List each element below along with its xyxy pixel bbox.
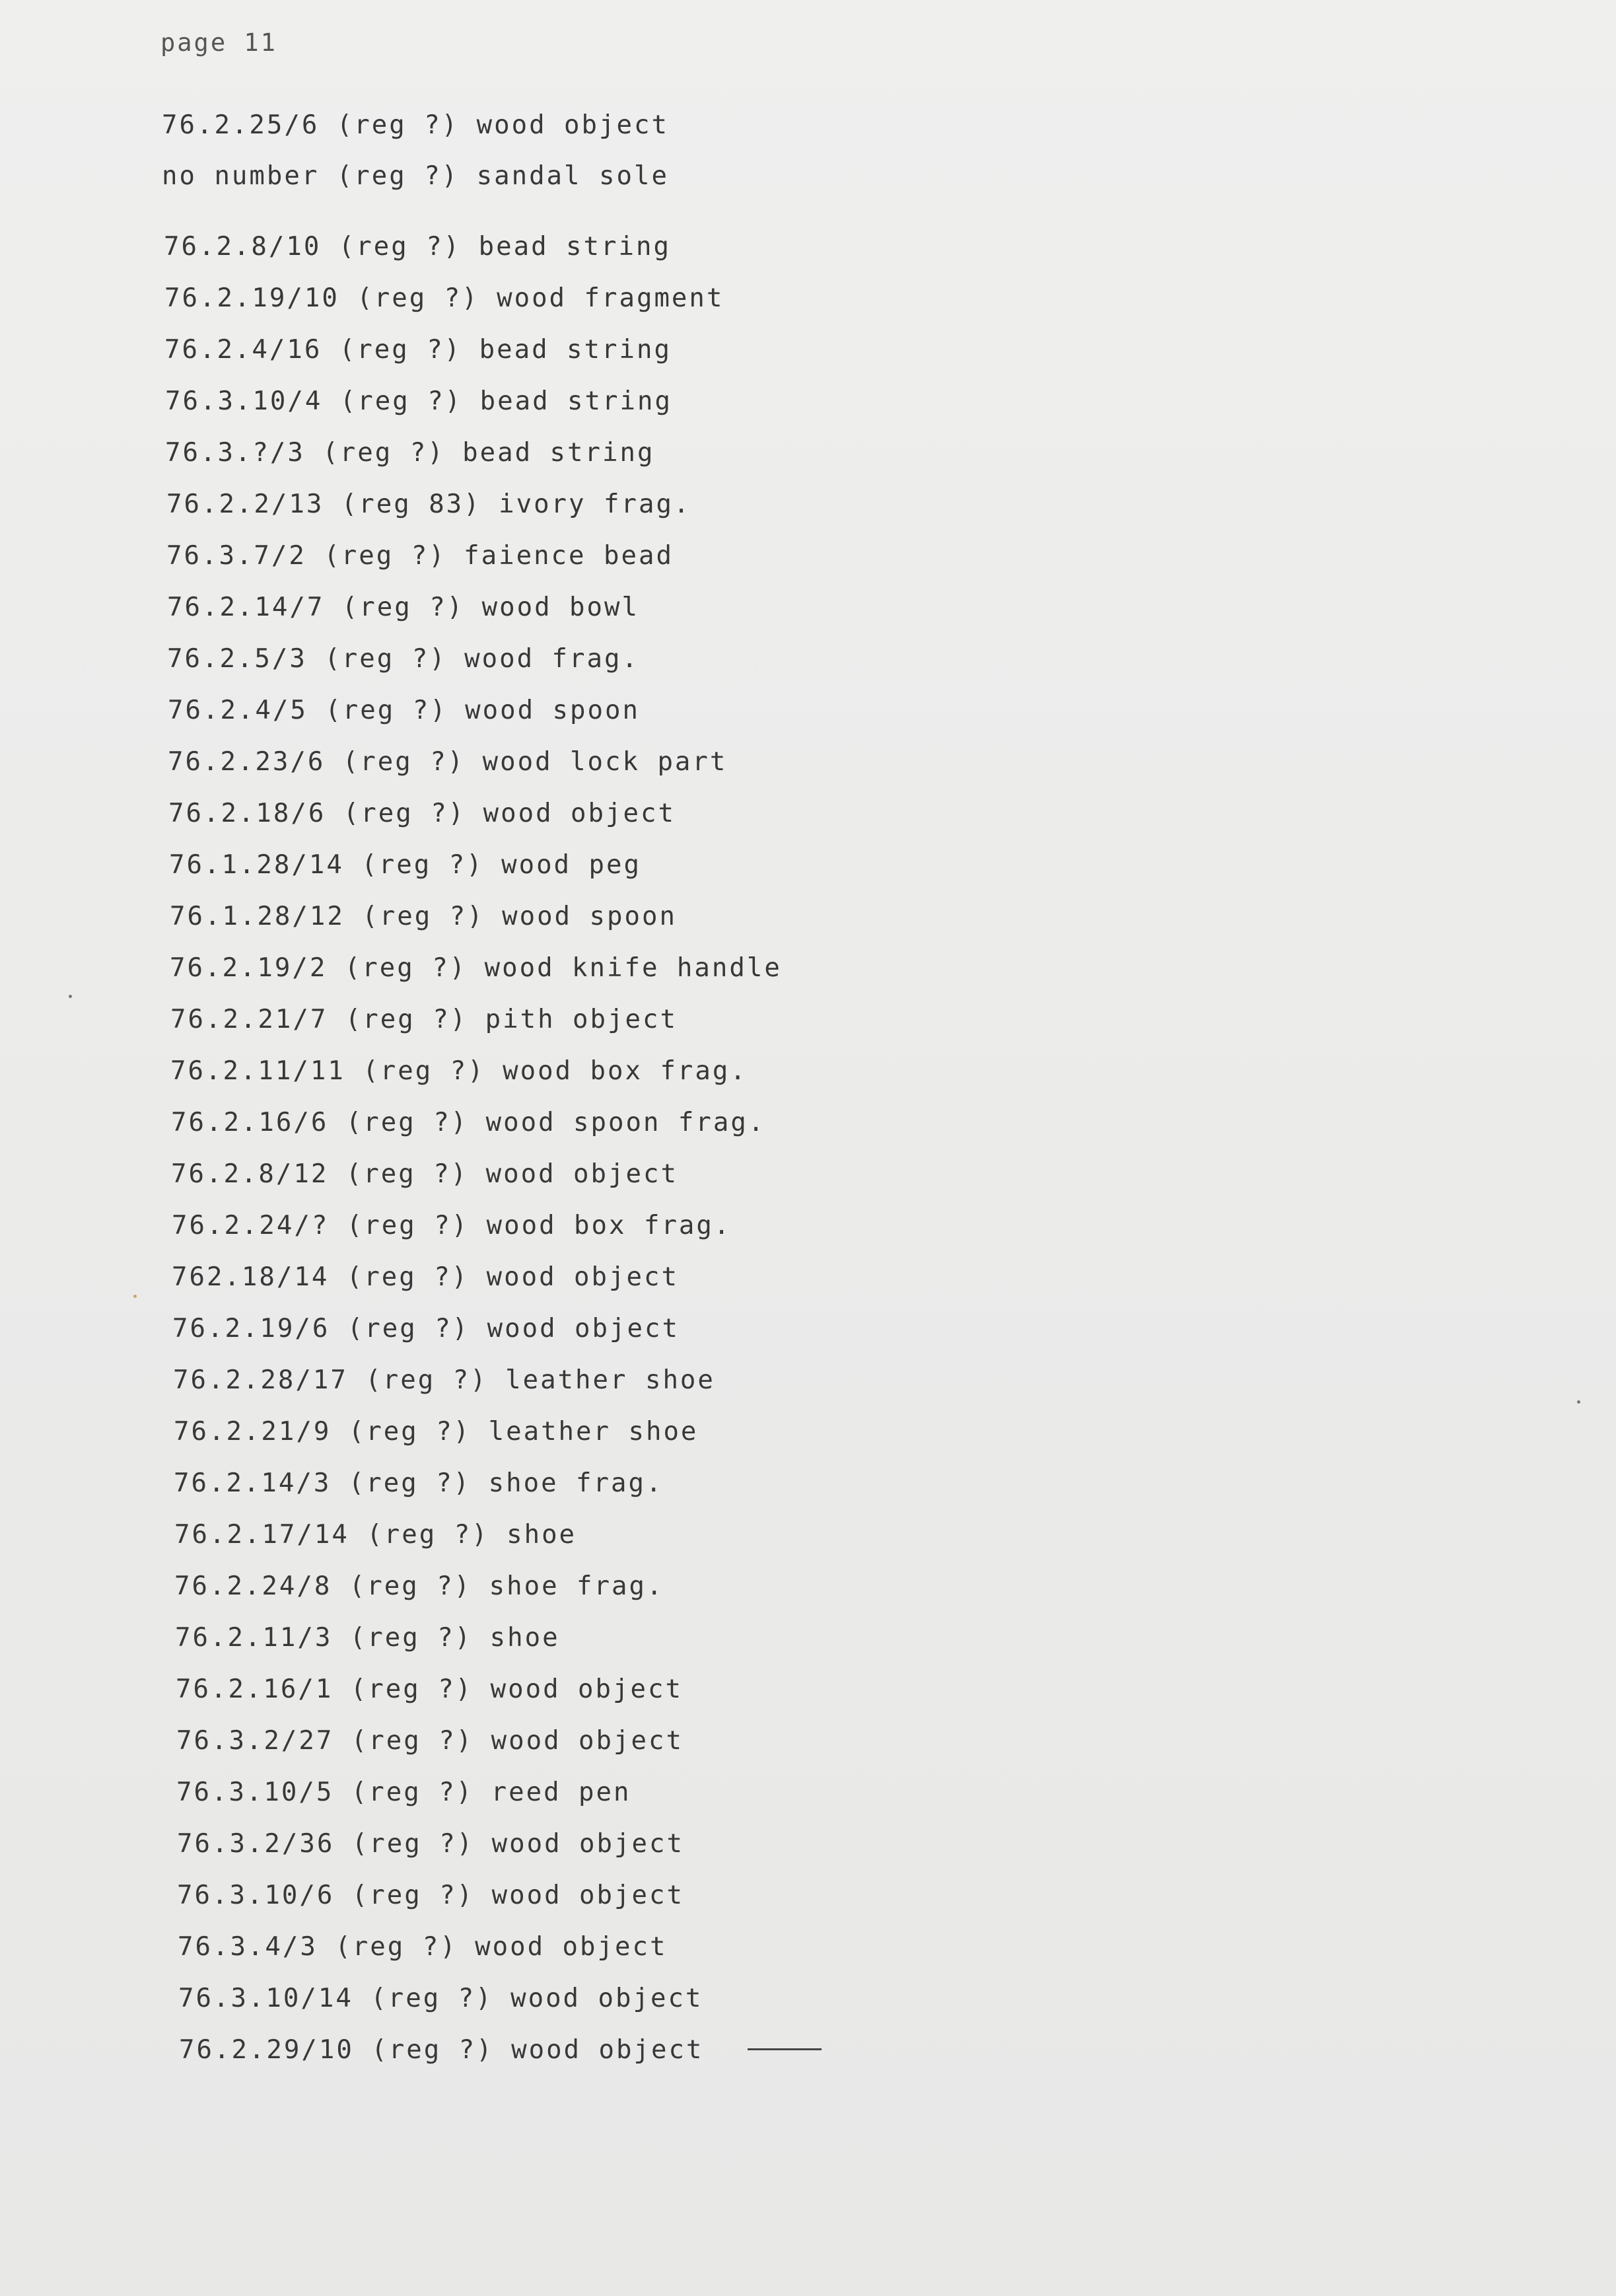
list-item: 76.2.11/11 (reg ?) wood box frag. [170, 1056, 748, 1086]
list-item: 76.2.16/1 (reg ?) wood object [176, 1674, 683, 1704]
list-item: 76.2.17/14 (reg ?) shoe [174, 1520, 577, 1550]
end-of-list-dash [748, 2048, 822, 2050]
list-item: 762.18/14 (reg ?) wood object [172, 1262, 679, 1292]
list-item: 76.2.2/13 (reg 83) ivory frag. [166, 489, 691, 519]
list-item: 76.2.29/10 (reg ?) wood object [179, 2035, 704, 2065]
list-item: 76.2.18/6 (reg ?) wood object [168, 799, 676, 828]
list-item: 76.3.2/36 (reg ?) wood object [177, 1829, 684, 1859]
list-item: 76.3.7/2 (reg ?) faience bead [166, 541, 674, 571]
list-item: 76.2.16/6 (reg ?) wood spoon frag. [171, 1108, 766, 1137]
list-item: 76.2.25/6 (reg ?) wood object [162, 110, 669, 140]
list-item: 76.3.?/3 (reg ?) bead string [165, 438, 655, 468]
list-item: no number (reg ?) sandal sole [162, 161, 669, 191]
list-item: 76.2.4/16 (reg ?) bead string [164, 335, 672, 365]
list-item: 76.2.14/7 (reg ?) wood bowl [167, 592, 639, 622]
list-item: 76.2.28/17 (reg ?) leather shoe [173, 1365, 715, 1395]
list-item: 76.2.4/5 (reg ?) wood spoon [168, 696, 640, 725]
paper-speck [69, 995, 72, 998]
list-item: 76.2.14/3 (reg ?) shoe frag. [174, 1468, 664, 1498]
list-item: 76.2.11/3 (reg ?) shoe [175, 1623, 560, 1653]
list-item: 76.2.19/10 (reg ?) wood fragment [164, 283, 724, 313]
paper-speck [133, 1295, 137, 1298]
list-item: 76.3.10/4 (reg ?) bead string [165, 386, 672, 416]
list-item: 76.3.4/3 (reg ?) wood object [178, 1932, 668, 1962]
list-item: 76.1.28/12 (reg ?) wood spoon [170, 902, 677, 931]
list-item: 76.3.10/6 (reg ?) wood object [177, 1881, 684, 1910]
list-item: 76.2.8/12 (reg ?) wood object [171, 1159, 678, 1189]
paper-speck [1577, 1400, 1580, 1404]
list-item: 76.1.28/14 (reg ?) wood peg [169, 850, 641, 880]
list-item: 76.3.10/5 (reg ?) reed pen [176, 1777, 631, 1807]
list-item: 76.3.2/27 (reg ?) wood object [176, 1726, 684, 1756]
list-item: 76.2.24/8 (reg ?) shoe frag. [174, 1571, 664, 1601]
list-item: 76.2.8/10 (reg ?) bead string [164, 232, 671, 262]
list-item: 76.2.19/2 (reg ?) wood knife handle [170, 953, 782, 983]
list-item: 76.2.23/6 (reg ?) wood lock part [168, 747, 728, 777]
list-item: 76.2.21/7 (reg ?) pith object [170, 1005, 678, 1034]
list-item: 76.2.5/3 (reg ?) wood frag. [167, 644, 639, 674]
list-item: 76.2.24/? (reg ?) wood box frag. [172, 1211, 732, 1240]
list-item: 76.3.10/14 (reg ?) wood object [178, 1984, 703, 2013]
list-item: 76.2.19/6 (reg ?) wood object [172, 1314, 680, 1344]
page-number: page 11 [160, 28, 277, 57]
list-item: 76.2.21/9 (reg ?) leather shoe [174, 1417, 699, 1447]
